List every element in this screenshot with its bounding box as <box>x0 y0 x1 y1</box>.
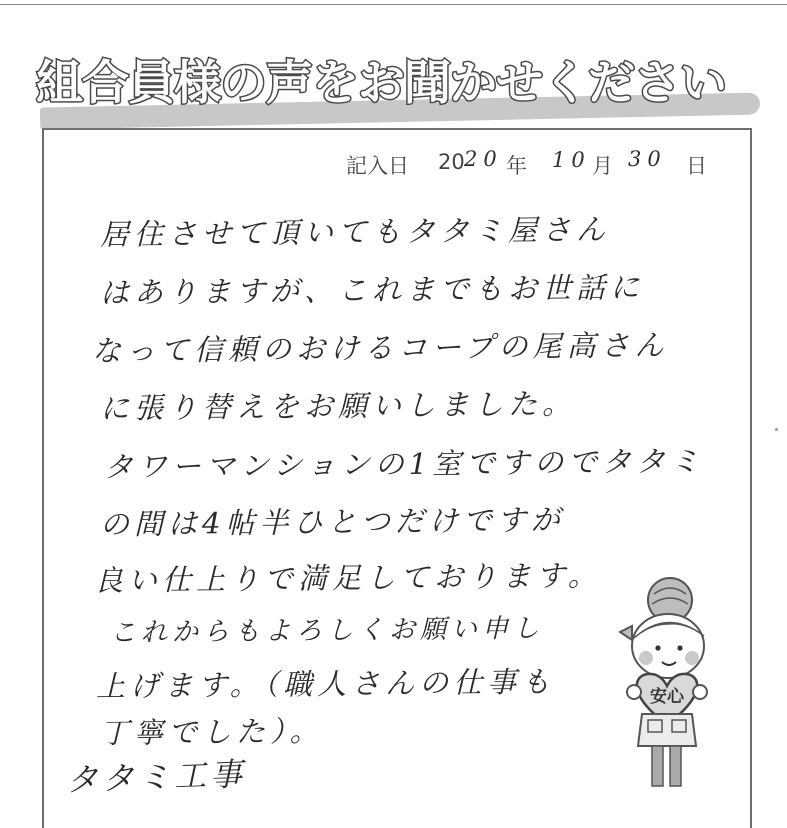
date-year-printed: 20 <box>438 150 465 174</box>
date-month-suffix: 月 <box>592 154 613 178</box>
page-title: 組合員様の声をお聞かせください <box>36 56 726 111</box>
date-year-suffix: 年 <box>506 154 527 178</box>
message-line: 上げます。（職人さんの仕事も <box>95 664 556 704</box>
date-label: 記入日 <box>346 154 409 178</box>
mascot-illustration <box>612 574 722 804</box>
message-line: 居住させて頂いてもタタミ屋さん <box>99 212 611 252</box>
message-line: はありますが、これまでもお世話に <box>99 270 645 310</box>
date-day-suffix: 日 <box>686 154 707 178</box>
top-rule <box>0 4 787 5</box>
message-line: 丁寧でした）。 <box>99 713 324 751</box>
message-line: なって信頼のおけるコープの尾高さん <box>91 327 669 369</box>
message-line: タワーマンションの1室ですのでタタミ <box>103 443 705 485</box>
heart-text: 安心 <box>650 687 684 707</box>
stray-mark <box>775 428 778 431</box>
message-line: 良い仕上りで満足しております。 <box>93 558 602 598</box>
date-day: 30 <box>628 147 667 171</box>
message-line: の間は4帖半ひとつだけですが <box>99 502 566 542</box>
signature: タタミ工事 <box>65 754 247 800</box>
title-area <box>30 40 750 130</box>
message-line: これからもよろしくお願い申し <box>109 613 545 649</box>
date-month: 10 <box>552 148 591 172</box>
entry-date <box>346 147 726 184</box>
message-line: に張り替えをお願いしました。 <box>99 386 577 426</box>
date-year-hand: 20 <box>464 147 503 171</box>
